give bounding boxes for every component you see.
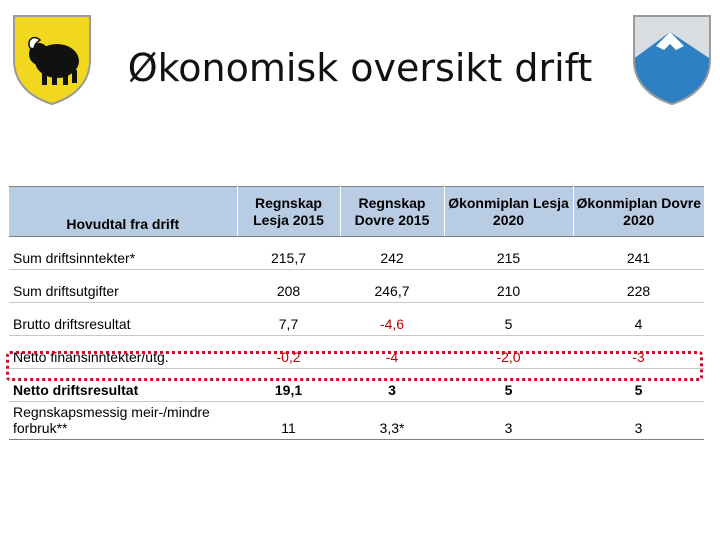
column-header: Hovudtal fra drift [9,187,237,237]
table-cell: -3 [573,336,704,369]
lesja-crest-icon [12,14,92,106]
row-label: Sum driftsutgifter [9,270,237,303]
table-cell: 4 [573,303,704,336]
table-cell: -2,0 [444,336,573,369]
table-cell: 215 [444,237,573,270]
table-cell: 5 [573,369,704,402]
row-label: Netto driftsresultat [9,369,237,402]
column-header: Regnskap Lesja 2015 [237,187,340,237]
table-cell: 5 [444,369,573,402]
row-label: Netto finansinntekter/utg. [9,336,237,369]
table-row [9,303,704,336]
row-label: Regnskapsmessig meir-/mindre forbruk** [9,402,237,440]
dovre-crest-icon [632,14,712,106]
column-header: Økonmiplan Lesja 2020 [444,187,573,237]
table-cell: 19,1 [237,369,340,402]
table-cell: 215,7 [237,237,340,270]
table-cell: 208 [237,270,340,303]
table-cell: 7,7 [237,303,340,336]
table-cell: 3 [573,402,704,440]
table-cell: 210 [444,270,573,303]
table-row [9,270,704,303]
row-label: Sum driftsinntekter* [9,237,237,270]
table-cell: -4 [340,336,444,369]
table-cell: 3 [444,402,573,440]
table-row [9,402,704,440]
table-cell: 11 [237,402,340,440]
table-row-highlighted [9,369,704,402]
table-cell: 228 [573,270,704,303]
table-cell: 3,3* [340,402,444,440]
table-cell: -0,2 [237,336,340,369]
row-label: Brutto driftsresultat [9,303,237,336]
table-row [9,336,704,369]
table-cell: 246,7 [340,270,444,303]
column-header: Regnskap Dovre 2015 [340,187,444,237]
table-cell: 242 [340,237,444,270]
table-cell: 5 [444,303,573,336]
table-cell: -4,6 [340,303,444,336]
column-header: Økonmiplan Dovre 2020 [573,187,704,237]
table-cell: 3 [340,369,444,402]
finance-table [9,186,704,440]
table-header-row [9,187,704,237]
table-cell: 241 [573,237,704,270]
table-row [9,237,704,270]
page-title: Økonomisk oversikt drift [127,46,593,90]
